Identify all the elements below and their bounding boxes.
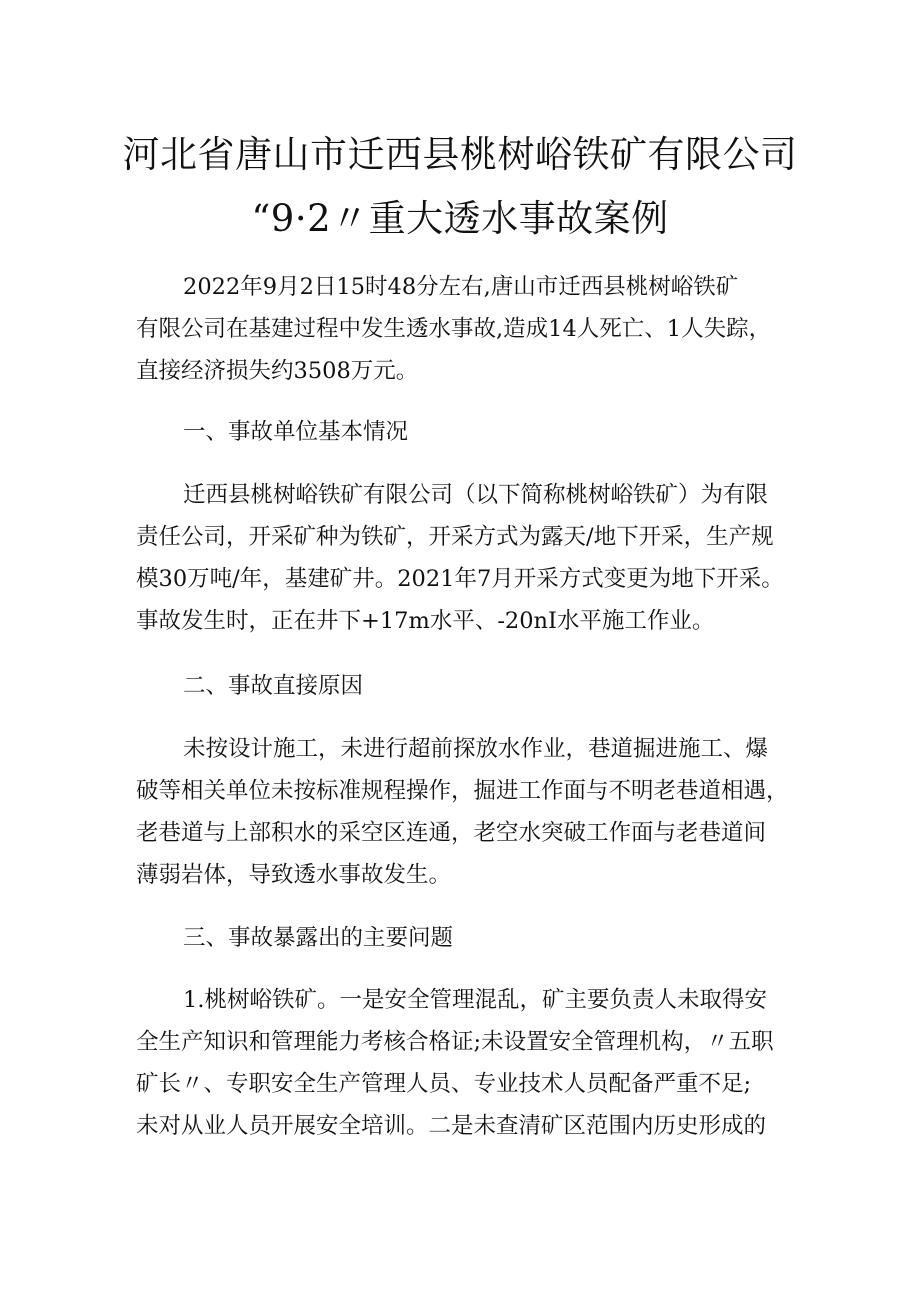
- section-2-line: 未按设计施工，未进行超前探放水作业，巷道掘进施工、爆: [183, 736, 769, 762]
- section-1-line: 迁西县桃树峪铁矿有限公司（以下简称桃树峪铁矿）为有限: [183, 482, 769, 508]
- section-3-line: 1.桃树峪铁矿。一是安全管理混乱，矿主要负责人未取得安: [183, 987, 767, 1013]
- section-3-line: 未对从业人员开展安全培训。二是未查清矿区范围内历史形成的: [136, 1113, 767, 1139]
- section-1-line: 责任公司，开采矿种为铁矿，开采方式为露天/地下开采，生产规: [136, 524, 774, 550]
- intro-line: 有限公司在基建过程中发生透水事故,造成14人死亡、1人失踪，: [136, 316, 772, 342]
- document-title-line-2: “9·2〃重大透水事故案例: [251, 197, 669, 240]
- document-title-line-1: 河北省唐山市迁西县桃树峪铁矿有限公司: [122, 133, 798, 176]
- section-3-heading: 三、事故暴露出的主要问题: [183, 925, 454, 951]
- section-3-line: 全生产知识和管理能力考核合格证;未设置安全管理机构，〃五职: [136, 1029, 774, 1055]
- section-2-line: 老巷道与上部积水的采空区连通，老空水突破工作面与老巷道间: [136, 820, 767, 846]
- section-3-paragraph: [136, 979, 800, 1147]
- section-1-paragraph: [136, 474, 800, 642]
- section-2-paragraph: [136, 728, 800, 896]
- section-2-line: 薄弱岩体，导致透水事故发生。: [136, 862, 452, 888]
- intro-line: 直接经济损失约3508万元。: [136, 358, 419, 384]
- section-3-line: 矿长〃、专职安全生产管理人员、专业技术人员配备严重不足;: [136, 1071, 752, 1097]
- section-1-line: 事故发生时，正在井下+17m水平、-20nI水平施工作业。: [136, 608, 715, 634]
- intro-paragraph: [136, 266, 800, 392]
- section-2-line: 破等相关单位未按标准规程操作，掘进工作面与不明老巷道相遇，: [136, 778, 789, 804]
- intro-line: 2022年9月2日15时48分左右,唐山市迁西县桃树峪铁矿: [183, 274, 739, 300]
- section-2-heading: 二、事故直接原因: [183, 673, 364, 699]
- section-1-heading: 一、事故单位基本情况: [183, 419, 409, 445]
- section-1-line: 模30万吨/年，基建矿井。2021年7月开采方式变更为地下开采。: [136, 566, 784, 592]
